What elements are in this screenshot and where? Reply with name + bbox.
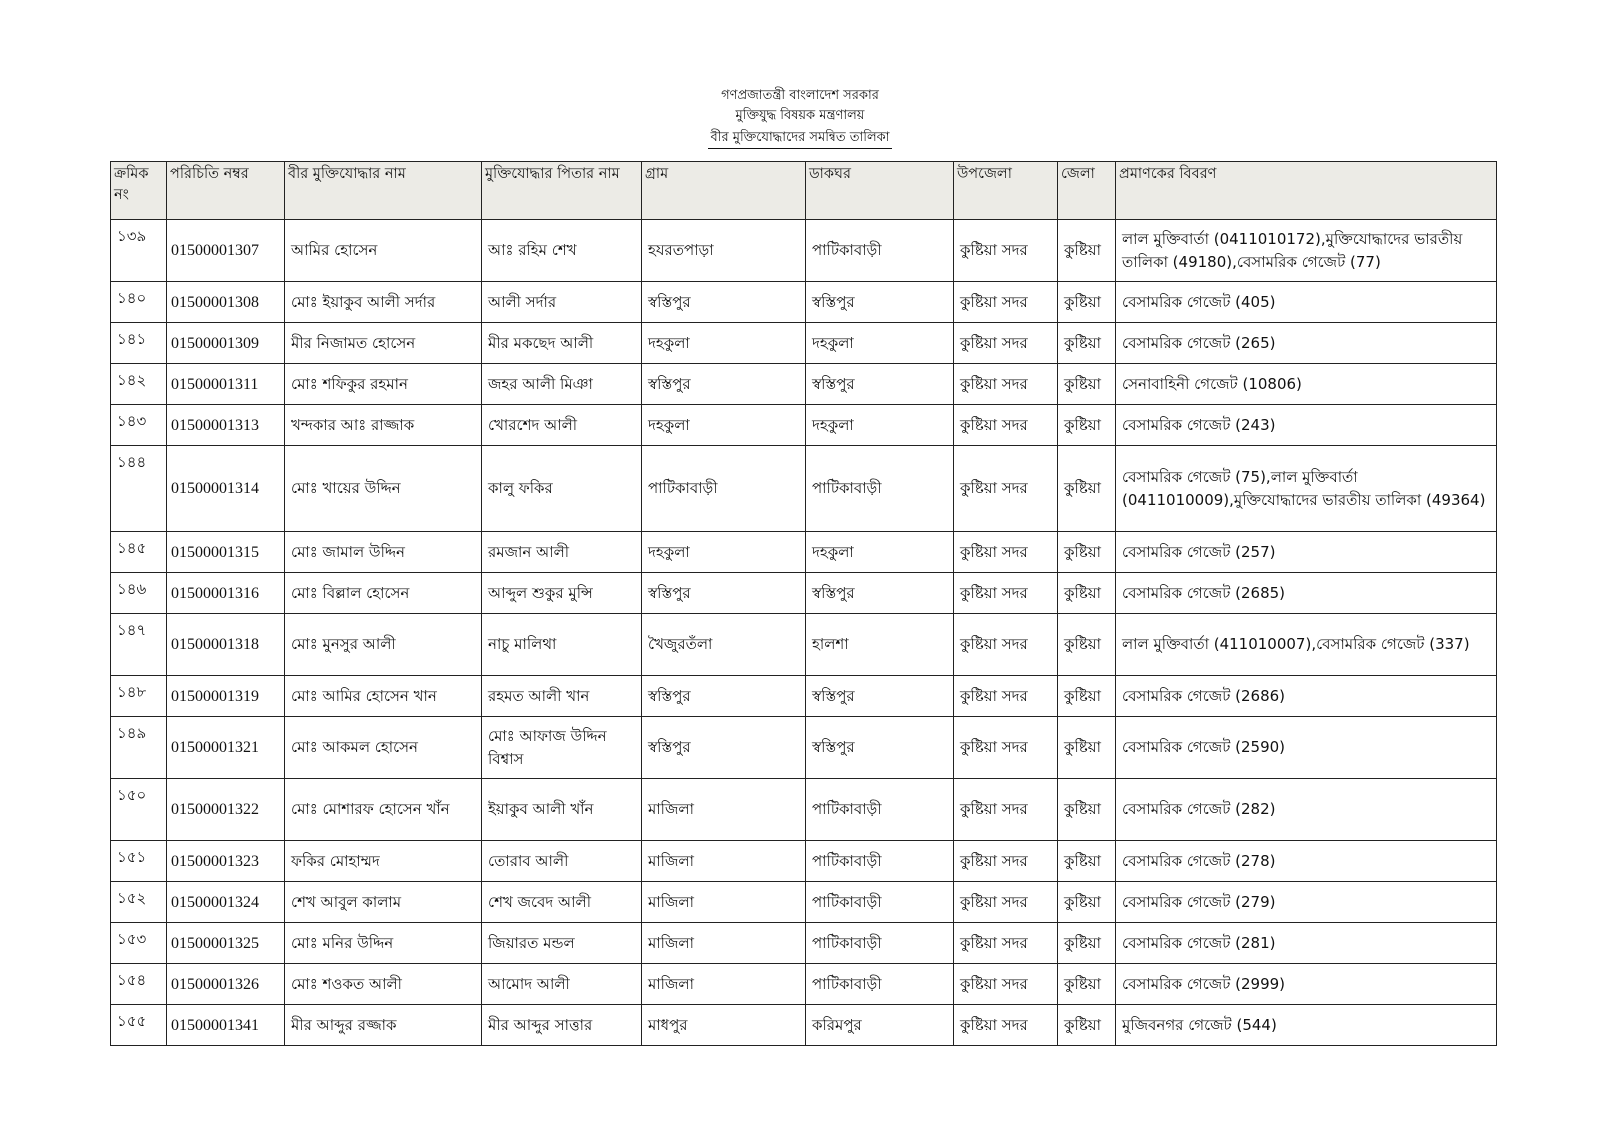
cell-id: 01500001341 bbox=[167, 1005, 285, 1046]
cell-village: হযরতপাড়া bbox=[642, 220, 806, 282]
cell-proof: লাল মুক্তিবার্তা (411010007),বেসামরিক গেজেট (337) bbox=[1116, 614, 1497, 676]
cell-district: কুষ্টিয়া bbox=[1058, 282, 1116, 323]
cell-district: কুষ্টিয়া bbox=[1058, 923, 1116, 964]
cell-father: তোরাব আলী bbox=[482, 841, 642, 882]
cell-serial: ১৪৩ bbox=[111, 405, 167, 446]
cell-village: মাজিলা bbox=[642, 964, 806, 1005]
cell-proof: বেসামরিক গেজেট (281) bbox=[1116, 923, 1497, 964]
cell-upazila: কুষ্টিয়া সদর bbox=[954, 405, 1058, 446]
cell-proof: সেনাবাহিনী গেজেট (10806) bbox=[1116, 364, 1497, 405]
cell-district: কুষ্টিয়া bbox=[1058, 964, 1116, 1005]
cell-father: আব্দুল শুকুর মুন্সি bbox=[482, 573, 642, 614]
cell-name: মোঃ শওকত আলী bbox=[285, 964, 482, 1005]
table-row bbox=[111, 964, 1497, 1005]
cell-upazila: কুষ্টিয়া সদর bbox=[954, 364, 1058, 405]
cell-id: 01500001313 bbox=[167, 405, 285, 446]
column-header-district: জেলা bbox=[1058, 162, 1116, 220]
cell-id: 01500001315 bbox=[167, 532, 285, 573]
cell-name: মোঃ জামাল উদ্দিন bbox=[285, 532, 482, 573]
cell-post: পাটিকাবাড়ী bbox=[806, 446, 954, 532]
cell-post: হালশা bbox=[806, 614, 954, 676]
cell-proof: বেসামরিক গেজেট (257) bbox=[1116, 532, 1497, 573]
cell-serial: ১৪৬ bbox=[111, 573, 167, 614]
cell-name: মোঃ মুনসুর আলী bbox=[285, 614, 482, 676]
cell-post: পাটিকাবাড়ী bbox=[806, 220, 954, 282]
cell-district: কুষ্টিয়া bbox=[1058, 779, 1116, 841]
cell-upazila: কুষ্টিয়া সদর bbox=[954, 614, 1058, 676]
cell-village: মাজিলা bbox=[642, 779, 806, 841]
table-row bbox=[111, 676, 1497, 717]
cell-post: স্বস্তিপুর bbox=[806, 717, 954, 779]
cell-name: মোঃ শফিকুর রহমান bbox=[285, 364, 482, 405]
cell-name: শেখ আবুল কালাম bbox=[285, 882, 482, 923]
cell-name: মোঃ মনির উদ্দিন bbox=[285, 923, 482, 964]
cell-district: কুষ্টিয়া bbox=[1058, 1005, 1116, 1046]
cell-village: মাজিলা bbox=[642, 882, 806, 923]
cell-father: খোরশেদ আলী bbox=[482, 405, 642, 446]
ministry-name: মুক্তিযুদ্ধ বিষয়ক মন্ত্রণালয় bbox=[735, 108, 865, 123]
cell-village: মাজিলা bbox=[642, 841, 806, 882]
column-header-village: গ্রাম bbox=[642, 162, 806, 220]
column-header-name: বীর মুক্তিযোদ্ধার নাম bbox=[285, 162, 482, 220]
cell-district: কুষ্টিয়া bbox=[1058, 364, 1116, 405]
cell-village: মাজিলা bbox=[642, 923, 806, 964]
cell-village: দহকুলা bbox=[642, 405, 806, 446]
cell-id: 01500001316 bbox=[167, 573, 285, 614]
cell-name: মোঃ আমির হোসেন খান bbox=[285, 676, 482, 717]
cell-district: কুষ্টিয়া bbox=[1058, 676, 1116, 717]
table-row bbox=[111, 364, 1497, 405]
column-header-id: পরিচিতি নম্বর bbox=[167, 162, 285, 220]
cell-serial: ১৫৫ bbox=[111, 1005, 167, 1046]
cell-post: দহকুলা bbox=[806, 323, 954, 364]
cell-name: মোঃ ইয়াকুব আলী সর্দার bbox=[285, 282, 482, 323]
cell-upazila: কুষ্টিয়া সদর bbox=[954, 676, 1058, 717]
table-row bbox=[111, 323, 1497, 364]
cell-proof: বেসামরিক গেজেট (2686) bbox=[1116, 676, 1497, 717]
cell-serial: ১৫১ bbox=[111, 841, 167, 882]
cell-father: জিয়ারত মন্ডল bbox=[482, 923, 642, 964]
cell-post: স্বস্তিপুর bbox=[806, 364, 954, 405]
cell-upazila: কুষ্টিয়া সদর bbox=[954, 779, 1058, 841]
cell-serial: ১৪৪ bbox=[111, 446, 167, 532]
cell-proof: বেসামরিক গেজেট (2999) bbox=[1116, 964, 1497, 1005]
column-header-father: মুক্তিযোদ্ধার পিতার নাম bbox=[482, 162, 642, 220]
cell-upazila: কুষ্টিয়া সদর bbox=[954, 964, 1058, 1005]
cell-serial: ১৪৫ bbox=[111, 532, 167, 573]
table-row bbox=[111, 220, 1497, 282]
cell-id: 01500001318 bbox=[167, 614, 285, 676]
cell-id: 01500001325 bbox=[167, 923, 285, 964]
table-row bbox=[111, 882, 1497, 923]
table-row bbox=[111, 841, 1497, 882]
cell-serial: ১৫০ bbox=[111, 779, 167, 841]
cell-id: 01500001322 bbox=[167, 779, 285, 841]
table-row bbox=[111, 446, 1497, 532]
table-row bbox=[111, 717, 1497, 779]
cell-upazila: কুষ্টিয়া সদর bbox=[954, 1005, 1058, 1046]
cell-name: মোঃ বিল্লাল হোসেন bbox=[285, 573, 482, 614]
cell-name: খন্দকার আঃ রাজ্জাক bbox=[285, 405, 482, 446]
cell-village: স্বস্তিপুর bbox=[642, 573, 806, 614]
column-header-upazila: উপজেলা bbox=[954, 162, 1058, 220]
cell-name: মোঃ খায়ের উদ্দিন bbox=[285, 446, 482, 532]
table-row bbox=[111, 614, 1497, 676]
cell-village: খৈজুরতঁলা bbox=[642, 614, 806, 676]
cell-district: কুষ্টিয়া bbox=[1058, 405, 1116, 446]
cell-upazila: কুষ্টিয়া সদর bbox=[954, 446, 1058, 532]
cell-id: 01500001326 bbox=[167, 964, 285, 1005]
cell-upazila: কুষ্টিয়া সদর bbox=[954, 841, 1058, 882]
page-header bbox=[0, 86, 1600, 149]
table-row bbox=[111, 573, 1497, 614]
column-header-proof: প্রমাণকের বিবরণ bbox=[1116, 162, 1497, 220]
cell-id: 01500001319 bbox=[167, 676, 285, 717]
cell-serial: ১৪৯ bbox=[111, 717, 167, 779]
cell-district: কুষ্টিয়া bbox=[1058, 717, 1116, 779]
cell-father: আলী সর্দার bbox=[482, 282, 642, 323]
cell-upazila: কুষ্টিয়া সদর bbox=[954, 323, 1058, 364]
cell-father: নাচু মালিথা bbox=[482, 614, 642, 676]
cell-father: শেখ জবেদ আলী bbox=[482, 882, 642, 923]
cell-post: স্বস্তিপুর bbox=[806, 676, 954, 717]
cell-upazila: কুষ্টিয়া সদর bbox=[954, 282, 1058, 323]
table-row bbox=[111, 779, 1497, 841]
cell-serial: ১৫৪ bbox=[111, 964, 167, 1005]
cell-upazila: কুষ্টিয়া সদর bbox=[954, 220, 1058, 282]
cell-serial: ১৪১ bbox=[111, 323, 167, 364]
cell-id: 01500001307 bbox=[167, 220, 285, 282]
cell-father: কালু ফকির bbox=[482, 446, 642, 532]
cell-district: কুষ্টিয়া bbox=[1058, 446, 1116, 532]
cell-post: পাটিকাবাড়ী bbox=[806, 882, 954, 923]
cell-district: কুষ্টিয়া bbox=[1058, 882, 1116, 923]
cell-serial: ১৪০ bbox=[111, 282, 167, 323]
government-name: গণপ্রজাতন্ত্রী বাংলাদেশ সরকার bbox=[721, 88, 879, 103]
cell-proof: বেসামরিক গেজেট (282) bbox=[1116, 779, 1497, 841]
cell-proof: বেসামরিক গেজেট (405) bbox=[1116, 282, 1497, 323]
cell-post: স্বস্তিপুর bbox=[806, 573, 954, 614]
cell-post: পাটিকাবাড়ী bbox=[806, 923, 954, 964]
cell-district: কুষ্টিয়া bbox=[1058, 614, 1116, 676]
cell-proof: বেসামরিক গেজেট (278) bbox=[1116, 841, 1497, 882]
cell-district: কুষ্টিয়া bbox=[1058, 841, 1116, 882]
cell-serial: ১৫৩ bbox=[111, 923, 167, 964]
cell-district: কুষ্টিয়া bbox=[1058, 573, 1116, 614]
cell-upazila: কুষ্টিয়া সদর bbox=[954, 573, 1058, 614]
cell-post: দহকুলা bbox=[806, 532, 954, 573]
cell-proof: বেসামরিক গেজেট (2590) bbox=[1116, 717, 1497, 779]
column-header-post: ডাকঘর bbox=[806, 162, 954, 220]
cell-serial: ১৪৭ bbox=[111, 614, 167, 676]
cell-father: মীর আব্দুর সাত্তার bbox=[482, 1005, 642, 1046]
cell-id: 01500001309 bbox=[167, 323, 285, 364]
cell-upazila: কুষ্টিয়া সদর bbox=[954, 923, 1058, 964]
cell-proof: মুজিবনগর গেজেট (544) bbox=[1116, 1005, 1497, 1046]
cell-village: স্বস্তিপুর bbox=[642, 282, 806, 323]
table-row bbox=[111, 1005, 1497, 1046]
cell-father: আমোদ আলী bbox=[482, 964, 642, 1005]
cell-proof: বেসামরিক গেজেট (265) bbox=[1116, 323, 1497, 364]
cell-name: মীর আব্দুর রজ্জাক bbox=[285, 1005, 482, 1046]
cell-serial: ১৪৮ bbox=[111, 676, 167, 717]
cell-father: আঃ রহিম শেখ bbox=[482, 220, 642, 282]
list-title: বীর মুক্তিযোদ্ধাদের সমন্বিত তালিকা bbox=[708, 128, 891, 149]
cell-serial: ১৩৯ bbox=[111, 220, 167, 282]
table-header-row bbox=[111, 162, 1497, 220]
cell-proof: বেসামরিক গেজেট (279) bbox=[1116, 882, 1497, 923]
cell-upazila: কুষ্টিয়া সদর bbox=[954, 532, 1058, 573]
cell-post: স্বস্তিপুর bbox=[806, 282, 954, 323]
cell-name: মোঃ আকমল হোসেন bbox=[285, 717, 482, 779]
cell-id: 01500001314 bbox=[167, 446, 285, 532]
cell-district: কুষ্টিয়া bbox=[1058, 532, 1116, 573]
cell-proof: বেসামরিক গেজেট (75),লাল মুক্তিবার্তা (0411010009),মুক্তিযোদ্ধাদের ভারতীয় তালিকা (49364) bbox=[1116, 446, 1497, 532]
cell-father: ইয়াকুব আলী খাঁন bbox=[482, 779, 642, 841]
cell-post: দহকুলা bbox=[806, 405, 954, 446]
cell-id: 01500001321 bbox=[167, 717, 285, 779]
cell-father: রমজান আলী bbox=[482, 532, 642, 573]
cell-id: 01500001311 bbox=[167, 364, 285, 405]
cell-id: 01500001324 bbox=[167, 882, 285, 923]
cell-id: 01500001323 bbox=[167, 841, 285, 882]
cell-name: আমির হোসেন bbox=[285, 220, 482, 282]
cell-name: ফকির মোহাম্মদ bbox=[285, 841, 482, 882]
cell-post: পাটিকাবাড়ী bbox=[806, 779, 954, 841]
table-row bbox=[111, 405, 1497, 446]
cell-village: স্বস্তিপুর bbox=[642, 717, 806, 779]
cell-father: জহর আলী মিঞা bbox=[482, 364, 642, 405]
cell-post: পাটিকাবাড়ী bbox=[806, 841, 954, 882]
cell-father: মোঃ আফাজ উদ্দিন বিশ্বাস bbox=[482, 717, 642, 779]
cell-proof: বেসামরিক গেজেট (243) bbox=[1116, 405, 1497, 446]
column-header-serial: ক্রমিক নং bbox=[111, 162, 167, 220]
cell-upazila: কুষ্টিয়া সদর bbox=[954, 717, 1058, 779]
cell-post: করিমপুর bbox=[806, 1005, 954, 1046]
cell-village: মাধপুর bbox=[642, 1005, 806, 1046]
cell-serial: ১৫২ bbox=[111, 882, 167, 923]
cell-name: মীর নিজামত হোসেন bbox=[285, 323, 482, 364]
cell-id: 01500001308 bbox=[167, 282, 285, 323]
cell-village: দহকুলা bbox=[642, 323, 806, 364]
cell-upazila: কুষ্টিয়া সদর bbox=[954, 882, 1058, 923]
table-row bbox=[111, 923, 1497, 964]
cell-name: মোঃ মোশারফ হোসেন খাঁন bbox=[285, 779, 482, 841]
cell-proof: লাল মুক্তিবার্তা (0411010172),মুক্তিযোদ্ধাদের ভারতীয় তালিকা (49180),বেসামরিক গেজেট (77) bbox=[1116, 220, 1497, 282]
cell-district: কুষ্টিয়া bbox=[1058, 323, 1116, 364]
cell-serial: ১৪২ bbox=[111, 364, 167, 405]
cell-village: পাটিকাবাড়ী bbox=[642, 446, 806, 532]
cell-district: কুষ্টিয়া bbox=[1058, 220, 1116, 282]
cell-father: রহমত আলী খান bbox=[482, 676, 642, 717]
cell-village: স্বস্তিপুর bbox=[642, 676, 806, 717]
cell-post: পাটিকাবাড়ী bbox=[806, 964, 954, 1005]
table-row bbox=[111, 282, 1497, 323]
freedom-fighters-table bbox=[110, 161, 1497, 1046]
table-row bbox=[111, 532, 1497, 573]
cell-village: দহকুলা bbox=[642, 532, 806, 573]
cell-father: মীর মকছেদ আলী bbox=[482, 323, 642, 364]
cell-proof: বেসামরিক গেজেট (2685) bbox=[1116, 573, 1497, 614]
cell-village: স্বস্তিপুর bbox=[642, 364, 806, 405]
